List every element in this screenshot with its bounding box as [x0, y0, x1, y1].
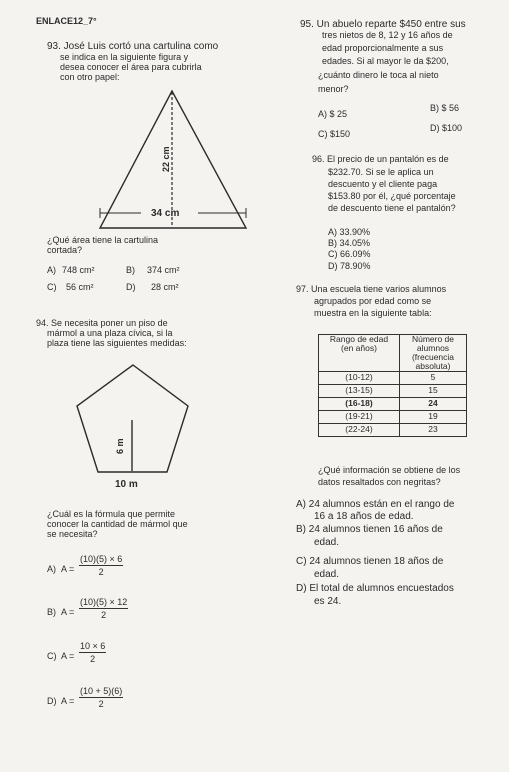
q97-line-1: 97. Una escuela tiene varios alumnos — [296, 284, 447, 294]
q93-line-1: 93. José Luis cortó una cartulina como — [47, 41, 219, 52]
q94-question-line-3: se necesita? — [47, 529, 98, 539]
q96-option-b[interactable]: B) 34.05% — [328, 238, 371, 248]
q96-option-a[interactable]: A) 33.90% — [328, 227, 371, 237]
table-header-range-line-2: (en años) — [341, 342, 377, 353]
table-cell-range: (19-21) — [319, 410, 400, 423]
q95-line-2: tres nietos de 8, 12 y 16 años de — [322, 30, 453, 40]
q93-option-b-value[interactable]: 374 cm² — [147, 265, 180, 275]
pentagon-height-label: 6 m — [115, 438, 125, 454]
q97-option-a-line-1[interactable]: A) 24 alumnos están en el rango de — [296, 499, 455, 510]
table-cell-range: (22-24) — [319, 423, 400, 436]
q96-line-1: 96. El precio de un pantalón es de — [312, 154, 449, 164]
q96-option-c[interactable]: C) 66.09% — [328, 249, 371, 259]
page-header: ENLACE12_7° — [36, 16, 97, 26]
pentagon-side-label: 10 m — [115, 479, 138, 490]
q97-question-line-1: ¿Qué información se obtiene de los — [318, 465, 461, 475]
table-header-count-line-2: alumnos — [416, 342, 450, 353]
q96-line-5: de descuento tiene el pantalón? — [328, 203, 456, 213]
table-header-count-line-3: (frecuencia — [411, 351, 455, 362]
q95-line-3: edad proporcionalmente a sus — [322, 43, 444, 53]
table-cell-range: (16-18) — [319, 397, 400, 410]
q95-option-a[interactable]: A) $ 25 — [318, 109, 348, 119]
q94-option-c-numerator: 10 × 6 — [80, 641, 106, 651]
q94-option-b-fraction — [79, 598, 128, 620]
q93-option-b-letter[interactable]: B) — [126, 265, 135, 275]
q94-option-a-denominator: 2 — [98, 567, 104, 577]
q95-line-1: 95. Un abuelo reparte $450 entre sus — [300, 19, 466, 30]
triangle-base-label: 34 cm — [151, 208, 180, 219]
q97-option-d-line-1[interactable]: D) El total de alumnos encuestados — [296, 583, 454, 594]
table-cell-range: (10-12) — [319, 371, 400, 384]
q97-line-3: muestra en la siguiente tabla: — [314, 308, 432, 318]
table-header-range-line-1: Rango de edad — [329, 334, 389, 344]
q94-option-d-fraction — [79, 687, 123, 709]
q95-option-d[interactable]: D) $100 — [430, 123, 463, 133]
q94-line-1: 94. Se necesita poner un piso de — [36, 318, 168, 328]
q94-option-b-denominator: 2 — [101, 610, 107, 620]
q93-option-a-letter[interactable]: A) — [47, 265, 56, 275]
q97-option-c-line-1[interactable]: C) 24 alumnos tienen 18 años de — [296, 556, 444, 567]
table-cell-count: 19 — [400, 410, 467, 423]
q95-option-b[interactable]: B) $ 56 — [430, 103, 460, 113]
q95-line-5: ¿cuánto dinero le toca al nieto — [318, 70, 439, 80]
q94-option-b-numerator: (10)(5) × 12 — [80, 597, 128, 607]
q94-option-a-lhs: A = — [61, 564, 75, 574]
table-row — [319, 371, 467, 384]
q95-line-4: edades. Si al mayor le da $200, — [322, 56, 449, 66]
q97-option-a-line-2[interactable]: 16 a 18 años de edad. — [314, 511, 414, 522]
q94-question-line-1: ¿Cuál es la fórmula que permite — [47, 509, 176, 519]
q95-line-6: menor? — [318, 84, 349, 94]
triangle-height-label: 22 cm — [161, 146, 171, 172]
q97-line-2: agrupados por edad como se — [314, 296, 432, 306]
table-cell-count: 5 — [400, 371, 467, 384]
table-cell-count: 23 — [400, 423, 467, 436]
table-header-count-line-1: Número de — [411, 334, 455, 344]
q94-option-d-label: D) — [47, 696, 57, 706]
q96-line-4: $153.80 por él, ¿qué porcentaje — [328, 191, 456, 201]
q96-option-d[interactable]: D) 78.90% — [328, 261, 371, 271]
q93-line-4: con otro papel: — [60, 72, 120, 82]
table-cell-count: 15 — [400, 384, 467, 397]
q94-line-2: mármol a una plaza cívica, si la — [47, 328, 173, 338]
table-row — [319, 384, 467, 397]
q94-option-d-denominator: 2 — [98, 699, 104, 709]
q94-line-3: plaza tiene las siguientes medidas: — [47, 338, 187, 348]
q93-option-c-letter[interactable]: C) — [47, 282, 57, 292]
q94-option-b-label: B) — [47, 607, 56, 617]
table-row — [319, 410, 467, 423]
q93-option-a-value[interactable]: 748 cm² — [62, 265, 95, 275]
q93-line-2: se indica en la siguiente figura y — [60, 52, 189, 62]
q93-option-d-letter[interactable]: D) — [126, 282, 136, 292]
table-cell-count: 24 — [400, 397, 467, 410]
q93-option-c-value[interactable]: 56 cm² — [66, 282, 94, 292]
q93-question-line-2: cortada? — [47, 245, 83, 255]
q94-option-c-denominator: 2 — [90, 654, 96, 664]
q94-question-line-2: conocer la cantidad de mármol que — [47, 519, 188, 529]
q93-option-d-value[interactable]: 28 cm² — [151, 282, 179, 292]
table-row — [319, 423, 467, 436]
table-header-count-line-4: absoluta) — [415, 360, 451, 371]
table-row-highlighted — [319, 397, 467, 410]
q97-option-d-line-2[interactable]: es 24. — [314, 596, 342, 607]
q95-option-c[interactable]: C) $150 — [318, 129, 351, 139]
q97-option-b-line-1[interactable]: B) 24 alumnos tienen 16 años de — [296, 524, 443, 535]
q97-option-c-line-2[interactable]: edad. — [314, 569, 340, 580]
q94-option-c-label: C) — [47, 651, 57, 661]
table-header-range — [319, 335, 400, 372]
table-header-count — [400, 335, 467, 372]
q96-line-2: $232.70. Si se le aplica un — [328, 167, 434, 177]
q93-line-3: desea conocer el área para cubrirla — [60, 62, 202, 72]
q97-option-b-line-2[interactable]: edad. — [314, 537, 340, 548]
q94-option-a-label: A) — [47, 564, 56, 574]
q94-option-c-lhs: A = — [61, 651, 75, 661]
q94-option-c-fraction — [79, 642, 106, 664]
q94-option-a-numerator: (10)(5) × 6 — [80, 554, 123, 564]
q94-option-d-numerator: (10 + 5)(6) — [80, 686, 123, 696]
q97-question-line-2: datos resaltados con negritas? — [318, 477, 441, 487]
q94-option-a-fraction — [79, 555, 123, 577]
q94-option-b-lhs: A = — [61, 607, 75, 617]
q96-line-3: descuento y el cliente paga — [328, 179, 438, 189]
q93-question-line-1: ¿Qué área tiene la cartulina — [47, 235, 159, 245]
table-cell-range: (13-15) — [319, 384, 400, 397]
age-frequency-table — [318, 334, 467, 437]
q94-option-d-lhs: A = — [61, 696, 75, 706]
